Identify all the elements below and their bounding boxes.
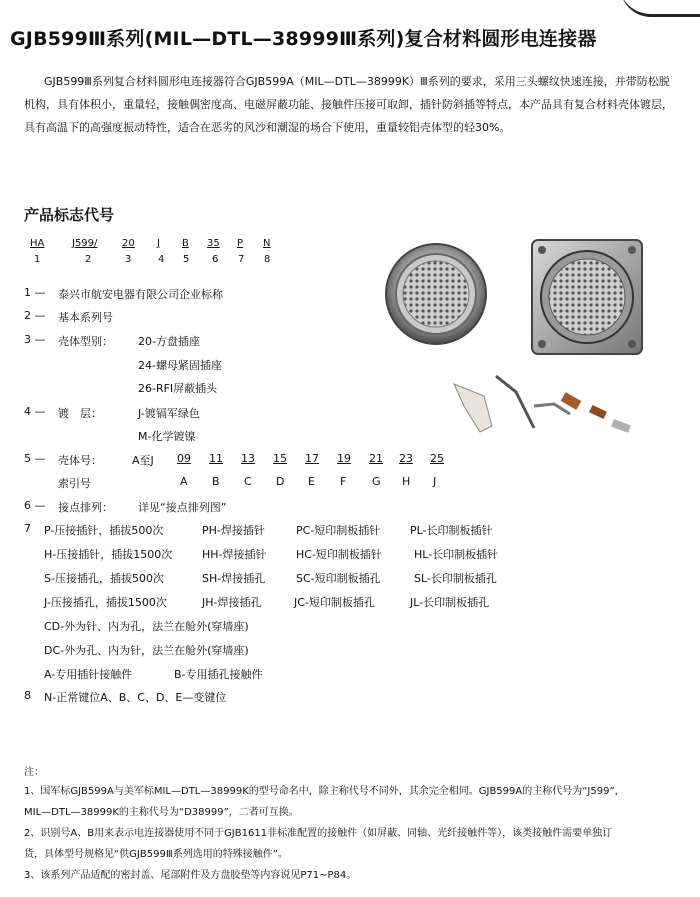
code-part: P — [237, 238, 244, 249]
shell-size: 13 — [241, 452, 255, 465]
note-line: 3、该系列产品适配的密封盖、尾部附件及方盘胶垫等内容说见P71~P84。 — [24, 870, 357, 881]
code-index: 1 — [34, 254, 41, 265]
contact-parts-image — [454, 376, 631, 433]
code-index: 4 — [158, 254, 165, 265]
contact-type: JL-长印制板插孔 — [410, 596, 490, 609]
code-part: 35 — [207, 238, 220, 249]
round-plug-image — [386, 244, 486, 344]
feedthrough-option: CD-外为针、内为孔，法兰在舱外(穿墙座) — [44, 620, 249, 633]
code-index: 8 — [264, 254, 271, 265]
contact-type: H-压接插针，插拔1500次 — [44, 548, 173, 561]
page-title: GJB599Ⅲ系列(MIL—DTL—38999Ⅲ系列)复合材料圆形电连接器 — [10, 28, 597, 50]
code-index: 6 — [212, 254, 219, 265]
shell-type-option: 20-方盘插座 — [138, 335, 200, 348]
shell-type-option: 26-RFI屏蔽插头 — [138, 382, 218, 395]
contact-type: HL-长印制板插针 — [414, 548, 499, 561]
contact-type: HC-短印制板插针 — [296, 548, 382, 561]
contact-type: SC-短印制板插孔 — [296, 572, 381, 585]
item-number: 8 — [24, 689, 31, 702]
shell-size: 23 — [399, 452, 413, 465]
shell-size: 15 — [273, 452, 287, 465]
item-label: 索引号 — [58, 477, 91, 490]
index-letter: E — [308, 475, 315, 488]
shell-size: 09 — [177, 452, 191, 465]
intro-paragraph: GJB599Ⅲ系列复合材料圆形电连接器符合GJB599A（MIL—DTL—38999K）Ⅲ系列的要求，采用三头螺纹快速连接，并带防松脱机构，具有体积小，重量轻，接触偶密度高、电磁屏蔽功能、接触件压接可取卸，插针防斜插等特点，本产品具有复合材料壳体镀层，具有高温下的高强度振动特性，适合在恶劣的风沙和潮湿的场合下使用，重量较铝壳体型的轻30%。 — [24, 75, 673, 134]
index-letter: B — [212, 475, 220, 488]
shell-size: 25 — [430, 452, 444, 465]
item-label: 壳体号： — [58, 454, 102, 467]
range-label: A至J — [132, 454, 154, 467]
item-number: 4 — — [24, 405, 46, 418]
code-part: B — [182, 238, 189, 249]
note-line: 1、国军标GJB599A与美军标MIL—DTL—38999K的型号命名中，除主称代号不同外，其余完全相同。GJB599A的主称代号为“J599”， — [24, 786, 625, 797]
contact-type: JC-短印制板插孔 — [294, 596, 375, 609]
item-label: 壳体型别： — [58, 335, 113, 348]
contact-type: SH-焊接插孔 — [202, 572, 266, 585]
special-contact: A-专用插针接触件 — [44, 668, 133, 681]
code-index: 7 — [238, 254, 245, 265]
item-number: 5 — — [24, 452, 46, 465]
special-contact: B-专用插孔接触件 — [174, 668, 263, 681]
shell-size: 21 — [369, 452, 383, 465]
item-number: 2 — — [24, 309, 46, 322]
shell-size: 17 — [305, 452, 319, 465]
contact-type: PH-焊接插针 — [202, 524, 265, 537]
index-letter: C — [244, 475, 252, 488]
notes-heading: 注： — [24, 767, 44, 778]
index-letter: H — [402, 475, 411, 488]
contact-type: PL-长印制板插针 — [410, 524, 493, 537]
note-line: 货，具体型号规格见“供GJB599Ⅲ系列选用的特殊接触件”。 — [24, 849, 288, 860]
corner-logo-swoosh — [620, 0, 700, 17]
note-line: MIL—DTL—38999K的主称代号为“D38999”，二者可互换。 — [24, 807, 299, 818]
contact-type: S-压接插孔，插拔500次 — [44, 572, 164, 585]
item-text: 详见“接点排列图” — [138, 501, 227, 514]
code-part: J — [157, 238, 160, 249]
shell-size: 11 — [209, 452, 223, 465]
item-text: 泰兴市航安电器有限公司企业标称 — [58, 288, 223, 301]
code-index: 2 — [85, 254, 92, 265]
shell-size: 19 — [337, 452, 351, 465]
index-letter: J — [433, 475, 437, 488]
code-part: HA — [30, 238, 45, 249]
contact-type: PC-短印制板插针 — [296, 524, 381, 537]
item-number: 3 — — [24, 333, 46, 346]
code-part: N — [263, 238, 271, 249]
item-number: 1 — — [24, 286, 46, 299]
contact-type: JH-焊接插孔 — [202, 596, 262, 609]
item-label: 接点排列： — [58, 501, 113, 514]
plating-option: J-镀镉军绿色 — [138, 407, 200, 420]
shell-type-option: 24-螺母紧固插座 — [138, 359, 222, 372]
square-receptacle-image — [532, 240, 642, 354]
item-label: 镀 层： — [58, 407, 102, 420]
connector-product-photo — [384, 236, 674, 446]
item-number: 7 — [24, 522, 31, 535]
code-index: 3 — [125, 254, 132, 265]
feedthrough-option: DC-外为孔、内为针，法兰在舱外(穿墙座) — [44, 644, 249, 657]
contact-type: P-压接插针，插拔500次 — [44, 524, 164, 537]
index-letter: G — [372, 475, 381, 488]
section-title: 产品标志代号 — [24, 206, 115, 224]
index-letter: F — [340, 475, 347, 488]
item-text: 基本系列号 — [58, 311, 113, 324]
note-line: 2、识别号A、B用来表示电连接器使用不同于GJB1611非标准配置的接触件（如屏蔽、同轴、光纤接触件等），该类接触件需要单独订 — [24, 828, 613, 839]
code-index: 5 — [183, 254, 190, 265]
code-part: 20 — [122, 238, 135, 249]
contact-type: J-压接插孔，插拔1500次 — [44, 596, 167, 609]
contact-type: SL-长印制板插孔 — [414, 572, 497, 585]
index-letter: A — [180, 475, 188, 488]
contact-type: HH-焊接插针 — [202, 548, 267, 561]
item-number: 6 — — [24, 499, 46, 512]
index-letter: D — [276, 475, 285, 488]
item-text: N-正常键位A、B、C、D、E—变键位 — [44, 691, 227, 704]
code-part: J599/ — [72, 238, 98, 249]
plating-option: M-化学镀镍 — [138, 430, 196, 443]
